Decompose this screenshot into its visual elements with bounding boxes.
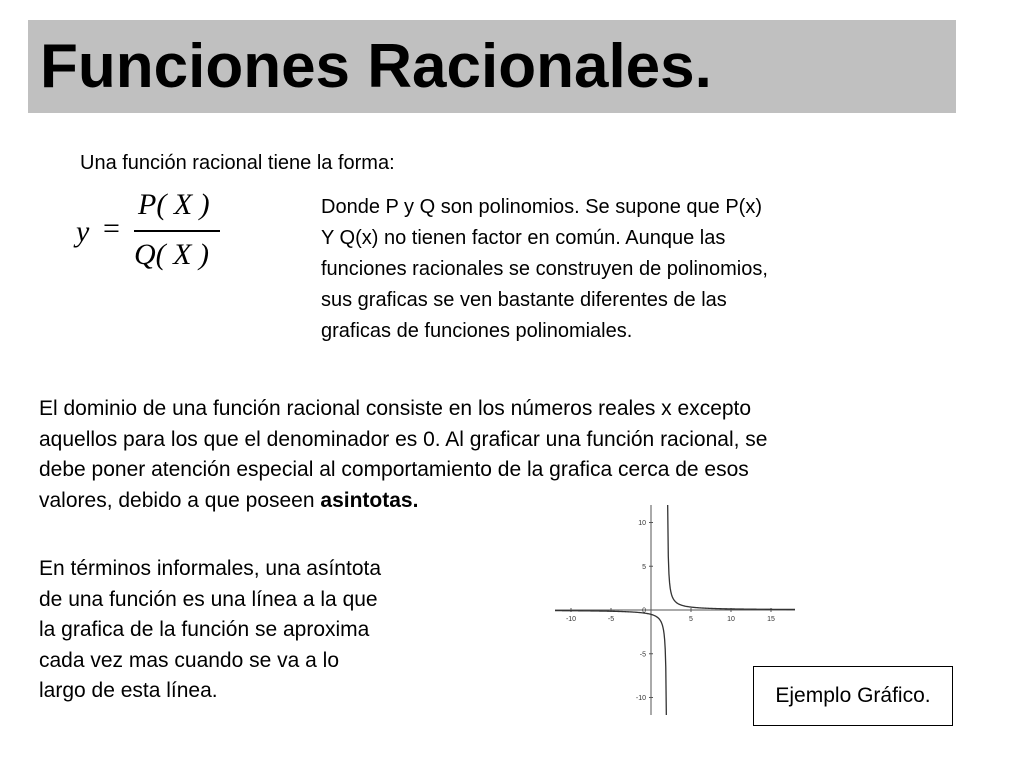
- x-tick-label: -5: [607, 616, 615, 623]
- rational-formula: [76, 186, 236, 286]
- y-tick-label: 10: [638, 520, 646, 527]
- intro-text: Una función racional tiene la forma:: [80, 152, 395, 174]
- x-tick-label: 15: [767, 616, 775, 623]
- x-tick-label: -10: [565, 616, 577, 623]
- curve-left-branch: [555, 611, 666, 715]
- domain-paragraph: [39, 394, 969, 516]
- y-tick-label: -5: [639, 651, 646, 659]
- formula-denominator: Q( X ): [134, 238, 209, 271]
- formula-lhs: y: [76, 215, 90, 248]
- curve-right-branch: [668, 505, 795, 609]
- y-tick-label: 5: [642, 563, 646, 571]
- fraction-bar: [134, 230, 220, 232]
- slide-title: Funciones Racionales.: [40, 32, 712, 101]
- domain-bold-term: asintotas.: [320, 488, 419, 512]
- description-paragraph: Donde P y Q son polinomios. Se supone que P(x) Y Q(x) no tienen factor en común. Aunque las funciones racionales se construyen de polinomios, sus graficas se ven bastante diferentes de las graficas de funciones polinomiales.: [321, 196, 768, 342]
- x-tick-label: 5: [689, 616, 693, 623]
- x-tick-label: 10: [727, 616, 735, 623]
- example-label-box: [753, 666, 953, 726]
- formula-numerator: P( X ): [138, 188, 210, 221]
- example-label: Ejemplo Gráfico.: [775, 684, 931, 707]
- y-tick-label: 0: [642, 607, 646, 615]
- domain-text: El dominio de una función racional consiste en los números reales x excepto aquellos para los que el denominador es 0. Al graficar una función racional, se debe poner atención especial al comportamiento de la grafica cerca de esos valores, debido a que poseen: [39, 397, 768, 512]
- y-tick-label: -10: [635, 695, 646, 702]
- formula-equals: =: [103, 212, 120, 245]
- asymptote-paragraph: En términos informales, una asíntota de una función es una línea a la que la grafica de la función se aproxima cada vez mas cuando se va a lo largo de esta línea.: [39, 557, 382, 702]
